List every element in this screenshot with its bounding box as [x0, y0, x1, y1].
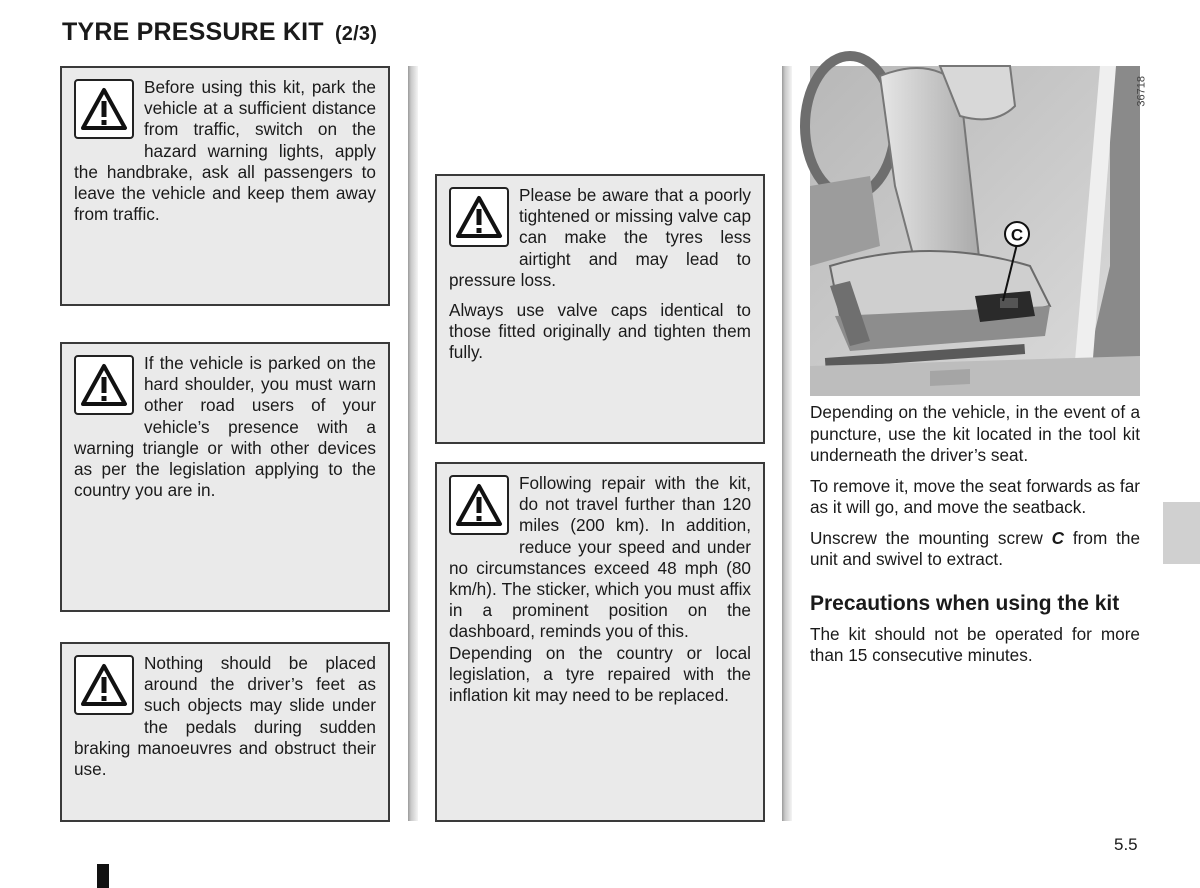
screw-instruction	[810, 528, 1140, 571]
callout-label-c: C	[1010, 225, 1024, 245]
warning-triangle-icon	[74, 355, 134, 415]
warning-triangle-icon	[74, 79, 134, 139]
warning-box-after-repair	[435, 462, 765, 822]
warning-text: Before using this kit, park the vehicle at a sufficient distance from traffic, switch on the hazard warning lights, apply the handbrake, ask all passengers to leave the vehicle and keep them away from traffic.	[74, 77, 376, 225]
right-column-text	[810, 402, 1140, 676]
image-code: 36718	[1136, 76, 1148, 107]
page-title-text: TYRE PRESSURE KIT	[62, 18, 324, 46]
warning-text: If the vehicle is parked on the hard shoulder, you must warn other road users of your vehicle’s presence with a warning triangle or with other devices as per the legislation applying to the country you are in.	[74, 353, 376, 501]
page-title	[62, 18, 377, 47]
warning-text: Always use valve caps identical to those fitted originally and tighten them fully.	[449, 300, 751, 363]
body-paragraph: Depending on the vehicle, in the event of a puncture, use the kit located in the tool kit underneath the driver’s seat.	[810, 402, 1140, 465]
column-divider-left	[408, 66, 418, 821]
warning-text: Following repair with the kit, do not travel further than 120 miles (200 km). In addition, reduce your speed and under no circumstances exceed 48 mph (80 km/h). The sticker, which you must affix in a prominent position on the dashboard, reminds you of this.	[449, 473, 751, 642]
page-title-suffix: (2/3)	[334, 23, 378, 45]
warning-text: Depending on the country or local legislation, a tyre repaired with the inflation kit may need to be replaced.	[449, 642, 751, 706]
warning-triangle-icon	[74, 655, 134, 715]
body-paragraph: The kit should not be operated for more than 15 consecutive minutes.	[810, 623, 1140, 665]
warning-text: Nothing should be placed around the driver’s feet as such objects may slide under the pedals during sudden braking manoeuvres and obstruct their use.	[74, 653, 376, 780]
screw-text-before: Unscrew the mounting screw	[810, 527, 1052, 548]
page-number: 5.5	[1114, 835, 1138, 854]
seat-illustration	[810, 66, 1140, 396]
warning-box-valve-cap	[435, 174, 765, 444]
warning-triangle-icon	[449, 187, 509, 247]
body-paragraph: To remove it, move the seat forwards as far as it will go, and move the seatback.	[810, 475, 1140, 517]
section-heading: Precautions when using the kit	[810, 591, 1120, 615]
seat-tool-kit-photo	[810, 66, 1148, 396]
screw-text-after: from the unit and swivel to extract.	[810, 527, 1141, 569]
chapter-tab	[1163, 502, 1200, 564]
warning-box-drivers-feet	[60, 642, 390, 822]
screw-label: C	[1051, 527, 1065, 548]
warning-triangle-icon	[449, 475, 509, 535]
column-divider-right	[782, 66, 792, 821]
corner-mark	[97, 864, 109, 888]
warning-box-hard-shoulder	[60, 342, 390, 612]
warning-box-traffic	[60, 66, 390, 306]
warning-text: Please be aware that a poorly tightened or missing valve cap can make the tyres less airtight and may lead to pressure loss.	[449, 185, 751, 290]
